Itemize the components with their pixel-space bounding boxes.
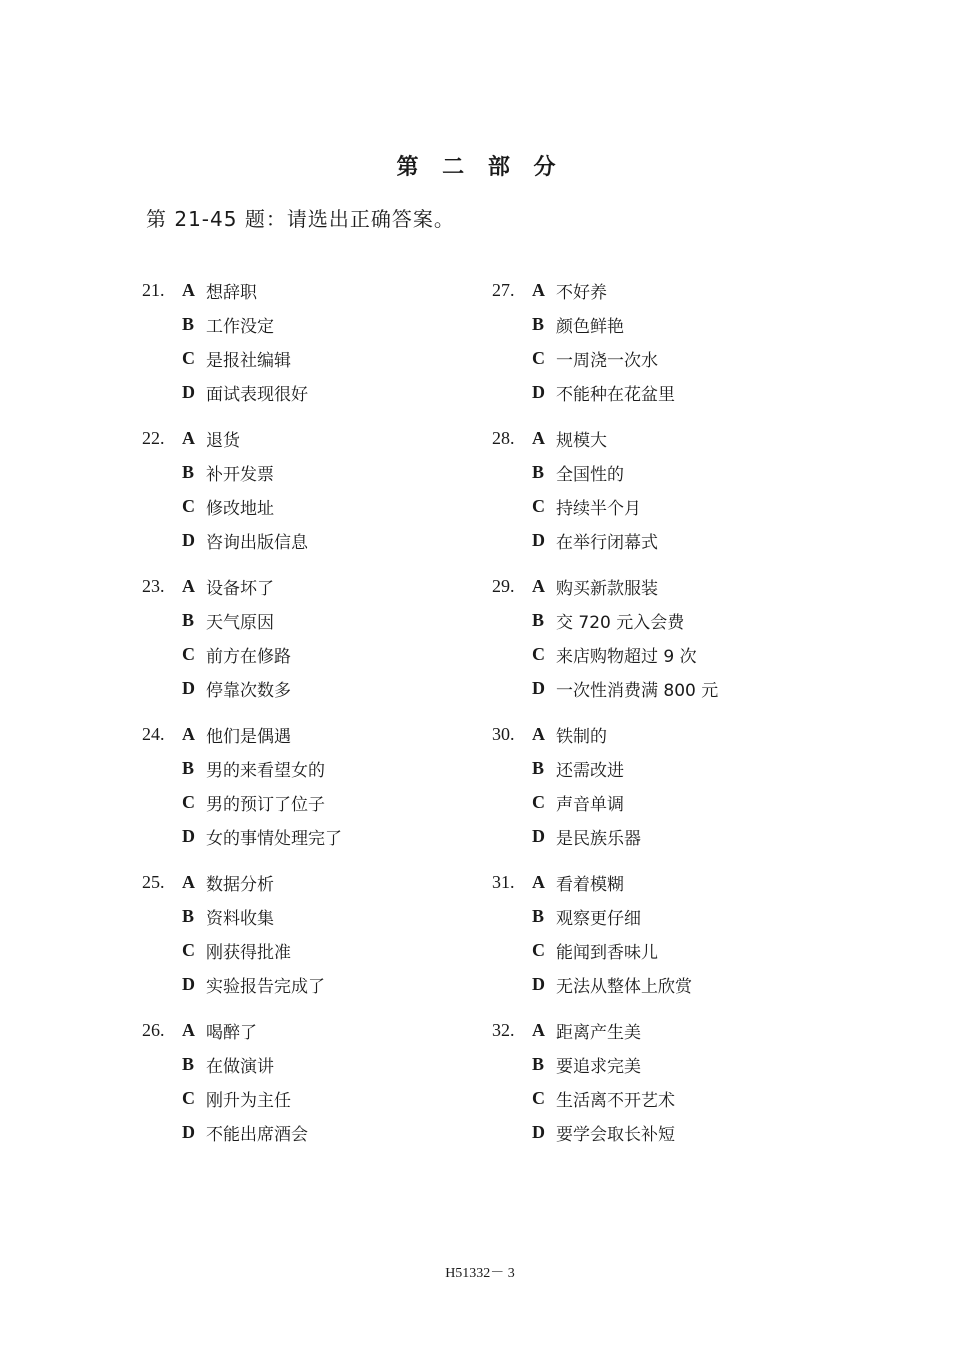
answer-option [142, 341, 342, 375]
question-31 [492, 865, 718, 1013]
option-text: 看着模糊 [556, 874, 624, 895]
right-question-column [492, 273, 718, 1161]
question-number: 25. [142, 871, 165, 892]
option-letter: D [532, 381, 545, 402]
option-letter: D [532, 1121, 545, 1142]
answer-option [492, 967, 718, 1001]
option-letter: B [532, 313, 545, 334]
answer-option [492, 341, 718, 375]
question-22 [142, 421, 342, 569]
option-letter: B [532, 609, 545, 630]
option-letter: B [182, 461, 195, 482]
answer-option [142, 1115, 342, 1149]
option-letter: C [182, 495, 195, 516]
question-number: 27. [492, 279, 515, 300]
option-letter: A [532, 575, 545, 596]
option-text: 设备坏了 [206, 578, 274, 599]
answer-option [492, 375, 718, 409]
answer-option [492, 273, 718, 307]
option-text: 生活离不开艺术 [556, 1090, 675, 1111]
option-letter: B [532, 905, 545, 926]
option-letter: D [532, 677, 545, 698]
answer-option [142, 717, 342, 751]
answer-option [492, 1047, 718, 1081]
option-text: 不好养 [556, 282, 607, 303]
option-letter: D [182, 677, 195, 698]
question-number: 31. [492, 871, 515, 892]
option-letter: B [182, 905, 195, 926]
answer-option [142, 967, 342, 1001]
option-letter: D [182, 1121, 195, 1142]
question-21 [142, 273, 342, 421]
answer-option [492, 1013, 718, 1047]
question-25 [142, 865, 342, 1013]
option-text: 咨询出版信息 [206, 532, 308, 553]
answer-option [142, 865, 342, 899]
option-letter: A [532, 871, 545, 892]
answer-option [492, 421, 718, 455]
option-text: 能闻到香味儿 [556, 942, 658, 963]
option-text: 补开发票 [206, 464, 274, 485]
option-text: 来店购物超过 9 次 [556, 646, 697, 667]
answer-option [492, 523, 718, 557]
answer-option [492, 751, 718, 785]
answer-option [142, 785, 342, 819]
answer-option [492, 569, 718, 603]
answer-option [142, 1081, 342, 1115]
option-text: 距离产生美 [556, 1022, 641, 1043]
option-text: 是民族乐器 [556, 828, 641, 849]
option-text: 要学会取长补短 [556, 1124, 675, 1145]
option-text: 想辞职 [206, 282, 257, 303]
option-letter: D [182, 381, 195, 402]
option-text: 男的来看望女的 [206, 760, 325, 781]
answer-option [492, 865, 718, 899]
option-letter: A [532, 279, 545, 300]
answer-option [142, 1013, 342, 1047]
option-text: 实验报告完成了 [206, 976, 325, 997]
question-28 [492, 421, 718, 569]
answer-option [492, 819, 718, 853]
answer-option [492, 455, 718, 489]
option-letter: C [182, 791, 195, 812]
option-text: 全国性的 [556, 464, 624, 485]
answer-option [142, 899, 342, 933]
option-text: 面试表现很好 [206, 384, 308, 405]
answer-option [492, 899, 718, 933]
answer-option [142, 671, 342, 705]
question-number: 32. [492, 1019, 515, 1040]
answer-option [142, 273, 342, 307]
option-letter: D [532, 973, 545, 994]
option-letter: B [182, 757, 195, 778]
option-letter: D [182, 529, 195, 550]
option-text: 退货 [206, 430, 240, 451]
option-text: 在举行闭幕式 [556, 532, 658, 553]
answer-option [492, 717, 718, 751]
option-text: 铁制的 [556, 726, 607, 747]
option-text: 规模大 [556, 430, 607, 451]
answer-option [492, 489, 718, 523]
answer-option [492, 307, 718, 341]
option-text: 资料收集 [206, 908, 274, 929]
question-number: 23. [142, 575, 165, 596]
option-text: 观察更仔细 [556, 908, 641, 929]
option-text: 男的预订了位子 [206, 794, 325, 815]
option-text: 交 720 元入会费 [556, 612, 685, 633]
option-text: 持续半个月 [556, 498, 641, 519]
answer-option [142, 569, 342, 603]
question-32 [492, 1013, 718, 1161]
question-26 [142, 1013, 342, 1161]
option-letter: C [182, 347, 195, 368]
option-text: 天气原因 [206, 612, 274, 633]
answer-option [142, 819, 342, 853]
page-footer: H51332－ 3 [445, 1266, 515, 1281]
option-letter: C [532, 791, 545, 812]
question-number: 24. [142, 723, 165, 744]
option-letter: B [182, 313, 195, 334]
option-letter: D [182, 973, 195, 994]
question-24 [142, 717, 342, 865]
option-text: 他们是偶遇 [206, 726, 291, 747]
option-text: 无法从整体上欣赏 [556, 976, 692, 997]
option-letter: A [182, 427, 195, 448]
option-text: 是报社编辑 [206, 350, 291, 371]
answer-option [142, 603, 342, 637]
option-letter: D [182, 825, 195, 846]
option-text: 工作没定 [206, 316, 274, 337]
option-text: 声音单调 [556, 794, 624, 815]
answer-option [142, 933, 342, 967]
option-letter: A [532, 1019, 545, 1040]
option-text: 一周浇一次水 [556, 350, 658, 371]
option-letter: B [182, 1053, 195, 1074]
question-number: 21. [142, 279, 165, 300]
answer-option [142, 523, 342, 557]
option-letter: C [532, 939, 545, 960]
option-letter: C [182, 643, 195, 664]
option-letter: A [182, 279, 195, 300]
answer-option [142, 1047, 342, 1081]
section-title: 第 二 部 分 [396, 155, 564, 180]
answer-option [142, 751, 342, 785]
question-number: 29. [492, 575, 515, 596]
option-letter: C [182, 939, 195, 960]
answer-option [492, 671, 718, 705]
option-letter: C [532, 643, 545, 664]
option-letter: C [532, 347, 545, 368]
question-number: 22. [142, 427, 165, 448]
option-letter: B [182, 609, 195, 630]
option-letter: A [182, 1019, 195, 1040]
answer-option [142, 375, 342, 409]
answer-option [142, 489, 342, 523]
question-30 [492, 717, 718, 865]
option-letter: D [532, 529, 545, 550]
left-question-column [142, 273, 342, 1161]
option-letter: C [532, 1087, 545, 1108]
option-text: 颜色鲜艳 [556, 316, 624, 337]
answer-option [142, 307, 342, 341]
answer-option [492, 933, 718, 967]
answer-option [492, 637, 718, 671]
option-letter: A [532, 427, 545, 448]
question-number: 28. [492, 427, 515, 448]
option-letter: D [532, 825, 545, 846]
option-text: 刚升为主任 [206, 1090, 291, 1111]
option-letter: A [182, 723, 195, 744]
answer-option [142, 637, 342, 671]
question-27 [492, 273, 718, 421]
option-text: 不能出席酒会 [206, 1124, 308, 1145]
option-text: 前方在修路 [206, 646, 291, 667]
option-text: 一次性消费满 800 元 [556, 680, 719, 701]
question-23 [142, 569, 342, 717]
answer-option [142, 455, 342, 489]
option-letter: B [532, 461, 545, 482]
answer-option [492, 603, 718, 637]
option-text: 停靠次数多 [206, 680, 291, 701]
option-text: 喝醉了 [206, 1022, 257, 1043]
option-text: 要追求完美 [556, 1056, 641, 1077]
answer-option [492, 785, 718, 819]
option-letter: A [532, 723, 545, 744]
instruction-text: 第 21-45 题：请选出正确答案。 [146, 207, 455, 231]
option-text: 购买新款服装 [556, 578, 658, 599]
answer-option [492, 1115, 718, 1149]
option-text: 还需改进 [556, 760, 624, 781]
option-text: 刚获得批准 [206, 942, 291, 963]
question-number: 30. [492, 723, 515, 744]
answer-option [142, 421, 342, 455]
option-text: 在做演讲 [206, 1056, 274, 1077]
option-letter: B [532, 757, 545, 778]
option-letter: A [182, 871, 195, 892]
option-letter: B [532, 1053, 545, 1074]
answer-option [492, 1081, 718, 1115]
option-text: 数据分析 [206, 874, 274, 895]
option-letter: C [182, 1087, 195, 1108]
option-text: 不能种在花盆里 [556, 384, 675, 405]
option-letter: C [532, 495, 545, 516]
question-29 [492, 569, 718, 717]
option-text: 女的事情处理完了 [206, 828, 342, 849]
question-number: 26. [142, 1019, 165, 1040]
option-letter: A [182, 575, 195, 596]
option-text: 修改地址 [206, 498, 274, 519]
